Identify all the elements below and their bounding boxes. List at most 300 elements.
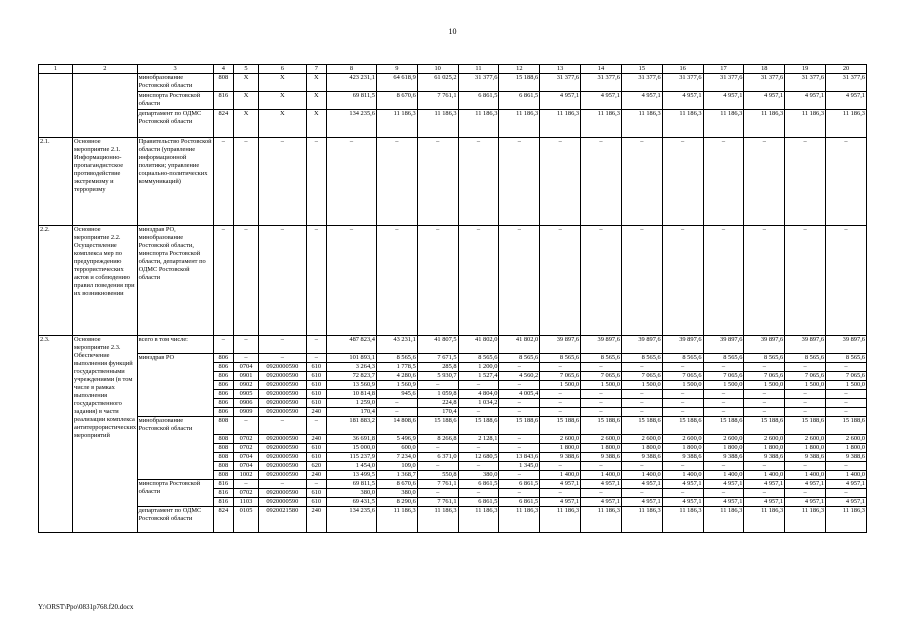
table-row xyxy=(39,74,867,92)
grbs-code: 816 xyxy=(213,489,233,498)
expense-type-code: 610 xyxy=(306,453,326,462)
amount-cell: 8 565,6 xyxy=(785,354,826,363)
table-row xyxy=(39,480,867,489)
target-article-code: – xyxy=(259,480,307,489)
expense-type-code: – xyxy=(306,354,326,363)
amount-cell: – xyxy=(417,226,458,336)
amount-cell: 115 237,9 xyxy=(327,453,377,462)
amount-cell: 11 186,3 xyxy=(785,110,826,138)
target-article-code: 0920000590 xyxy=(259,453,307,462)
amount-cell: 9 388,6 xyxy=(621,453,662,462)
section-code: 0704 xyxy=(234,453,259,462)
target-article-code: 0920021580 xyxy=(259,507,307,533)
amount-cell: 4 957,1 xyxy=(540,498,581,507)
amount-cell: – xyxy=(540,138,581,226)
expense-type-code: 610 xyxy=(306,372,326,381)
amount-cell: – xyxy=(662,138,703,226)
amount-cell: – xyxy=(499,471,540,480)
amount-cell: – xyxy=(376,399,417,408)
amount-cell: 1 259,0 xyxy=(327,399,377,408)
amount-cell: 4 957,1 xyxy=(662,92,703,110)
amount-cell: 4 957,1 xyxy=(540,92,581,110)
amount-cell: – xyxy=(785,489,826,498)
grbs-code: 808 xyxy=(213,74,233,92)
amount-cell: – xyxy=(621,399,662,408)
amount-cell: 1 400,0 xyxy=(662,471,703,480)
amount-cell: 13 560,9 xyxy=(327,381,377,390)
amount-cell: – xyxy=(540,390,581,399)
grbs-code: 806 xyxy=(213,399,233,408)
amount-cell: 6 861,5 xyxy=(458,480,499,489)
amount-cell: 6 371,0 xyxy=(417,453,458,462)
amount-cell: 1 500,0 xyxy=(621,381,662,390)
amount-cell: – xyxy=(621,226,662,336)
amount-cell: 7 761,1 xyxy=(417,480,458,489)
amount-cell: 6 861,5 xyxy=(458,92,499,110)
amount-cell: – xyxy=(703,226,744,336)
amount-cell: 7 671,5 xyxy=(417,354,458,363)
section-code: 0902 xyxy=(234,381,259,390)
amount-cell: – xyxy=(662,390,703,399)
amount-cell: – xyxy=(744,138,785,226)
amount-cell: 1 034,2 xyxy=(458,399,499,408)
amount-cell: 2 600,0 xyxy=(581,435,622,444)
responsible-executor: минспорта Ростовской области xyxy=(137,480,213,507)
amount-cell: 8 565,6 xyxy=(744,354,785,363)
amount-cell: 9 388,6 xyxy=(662,453,703,462)
amount-cell: – xyxy=(540,408,581,417)
amount-cell: 5 496,9 xyxy=(376,435,417,444)
target-article-code: – xyxy=(259,336,307,354)
section-code: – xyxy=(234,354,259,363)
budget-table xyxy=(38,64,867,533)
amount-cell: 15 188,6 xyxy=(499,417,540,435)
activity-name xyxy=(73,74,138,138)
column-number: 4 xyxy=(213,65,233,74)
amount-cell: 10 814,8 xyxy=(327,390,377,399)
amount-cell: 6 861,5 xyxy=(499,498,540,507)
amount-cell: – xyxy=(703,489,744,498)
expense-type-code: – xyxy=(306,226,326,336)
grbs-code: 806 xyxy=(213,408,233,417)
amount-cell: 4 957,1 xyxy=(744,498,785,507)
amount-cell: 13 843,6 xyxy=(499,453,540,462)
amount-cell: 1 500,0 xyxy=(826,381,867,390)
amount-cell: 1 400,0 xyxy=(621,471,662,480)
amount-cell: 4 957,1 xyxy=(744,92,785,110)
amount-cell: – xyxy=(785,363,826,372)
table-row xyxy=(39,417,867,435)
amount-cell: 11 186,3 xyxy=(621,110,662,138)
target-article-code: Х xyxy=(259,110,307,138)
amount-cell: 1 500,0 xyxy=(703,381,744,390)
expense-type-code: – xyxy=(306,336,326,354)
grbs-code: 824 xyxy=(213,110,233,138)
grbs-code: 824 xyxy=(213,507,233,533)
amount-cell: – xyxy=(621,390,662,399)
column-number: 5 xyxy=(234,65,259,74)
target-article-code: 0920000590 xyxy=(259,390,307,399)
amount-cell: 39 897,6 xyxy=(621,336,662,354)
amount-cell: – xyxy=(499,226,540,336)
amount-cell: 224,8 xyxy=(417,399,458,408)
amount-cell: – xyxy=(621,489,662,498)
amount-cell: 31 377,6 xyxy=(785,74,826,92)
amount-cell: 9 388,6 xyxy=(703,453,744,462)
target-article-code: – xyxy=(259,354,307,363)
amount-cell: 69 811,5 xyxy=(327,92,377,110)
amount-cell: – xyxy=(744,399,785,408)
amount-cell: 2 600,0 xyxy=(826,435,867,444)
amount-cell: 2 600,0 xyxy=(662,435,703,444)
item-number: 2.2. xyxy=(39,226,73,336)
amount-cell: 8 565,6 xyxy=(621,354,662,363)
amount-cell: 181 883,2 xyxy=(327,417,377,435)
amount-cell: 7 065,6 xyxy=(703,372,744,381)
amount-cell: 9 388,6 xyxy=(744,453,785,462)
column-number: 1 xyxy=(39,65,73,74)
grbs-code: – xyxy=(213,138,233,226)
amount-cell: – xyxy=(458,444,499,453)
amount-cell: 8 565,6 xyxy=(662,354,703,363)
amount-cell: 8 565,6 xyxy=(581,354,622,363)
amount-cell: 8 266,8 xyxy=(417,435,458,444)
section-code: Х xyxy=(234,110,259,138)
amount-cell: 4 957,1 xyxy=(581,92,622,110)
amount-cell: 1 800,0 xyxy=(785,444,826,453)
amount-cell: 8 565,6 xyxy=(540,354,581,363)
grbs-code: – xyxy=(213,336,233,354)
amount-cell: 4 957,1 xyxy=(662,480,703,489)
target-article-code: 0920000590 xyxy=(259,381,307,390)
amount-cell: – xyxy=(826,399,867,408)
amount-cell: – xyxy=(621,462,662,471)
amount-cell: 423 231,1 xyxy=(327,74,377,92)
amount-cell: 43 231,1 xyxy=(376,336,417,354)
grbs-code: 808 xyxy=(213,471,233,480)
responsible-executor: Правительство Ростовской области (управление информационной политики; управление социально-политических коммуникаций) xyxy=(137,138,213,226)
amount-cell: 11 186,3 xyxy=(376,110,417,138)
amount-cell: 600,0 xyxy=(376,444,417,453)
amount-cell: 39 897,6 xyxy=(703,336,744,354)
amount-cell: 15 000,0 xyxy=(327,444,377,453)
amount-cell: – xyxy=(499,408,540,417)
amount-cell: 11 186,3 xyxy=(581,507,622,533)
amount-cell: – xyxy=(662,462,703,471)
amount-cell: 4 957,1 xyxy=(621,92,662,110)
amount-cell: 7 065,6 xyxy=(621,372,662,381)
target-article-code: 0920000590 xyxy=(259,372,307,381)
expense-type-code: 240 xyxy=(306,435,326,444)
amount-cell: – xyxy=(540,462,581,471)
section-code: 0901 xyxy=(234,372,259,381)
amount-cell: 1 500,0 xyxy=(744,381,785,390)
item-number: 2.1. xyxy=(39,138,73,226)
amount-cell: 5 930,7 xyxy=(417,372,458,381)
amount-cell: – xyxy=(662,399,703,408)
expense-type-code: 610 xyxy=(306,498,326,507)
amount-cell: 1 800,0 xyxy=(662,444,703,453)
amount-cell: – xyxy=(785,408,826,417)
amount-cell: 7 065,6 xyxy=(744,372,785,381)
amount-cell: 36 691,8 xyxy=(327,435,377,444)
amount-cell: – xyxy=(703,138,744,226)
amount-cell: – xyxy=(458,489,499,498)
amount-cell: 11 186,3 xyxy=(499,507,540,533)
target-article-code: 0920000590 xyxy=(259,498,307,507)
amount-cell: – xyxy=(499,435,540,444)
amount-cell: 31 377,6 xyxy=(662,74,703,92)
target-article-code: – xyxy=(259,138,307,226)
expense-type-code: 240 xyxy=(306,471,326,480)
grbs-code: 806 xyxy=(213,390,233,399)
target-article-code: Х xyxy=(259,92,307,110)
amount-cell: – xyxy=(826,489,867,498)
responsible-executor: всего в том числе: xyxy=(137,336,213,354)
amount-cell: 380,0 xyxy=(458,471,499,480)
expense-type-code: Х xyxy=(306,110,326,138)
amount-cell: 11 186,3 xyxy=(826,110,867,138)
responsible-executor: департамент по ОДМС Ростовской области xyxy=(137,507,213,533)
amount-cell: 2 600,0 xyxy=(744,435,785,444)
amount-cell: – xyxy=(376,138,417,226)
grbs-code: 816 xyxy=(213,92,233,110)
amount-cell: – xyxy=(703,390,744,399)
amount-cell: – xyxy=(826,408,867,417)
amount-cell: – xyxy=(540,489,581,498)
section-code: 1002 xyxy=(234,471,259,480)
amount-cell: 15 188,6 xyxy=(540,417,581,435)
amount-cell: 1 368,7 xyxy=(376,471,417,480)
amount-cell: 4 957,1 xyxy=(662,498,703,507)
amount-cell: – xyxy=(744,363,785,372)
amount-cell: – xyxy=(826,226,867,336)
amount-cell: 11 186,3 xyxy=(458,110,499,138)
amount-cell: – xyxy=(458,226,499,336)
amount-cell: – xyxy=(826,363,867,372)
column-number: 14 xyxy=(581,65,622,74)
amount-cell: – xyxy=(458,138,499,226)
amount-cell: 8 565,6 xyxy=(499,354,540,363)
amount-cell: 1 527,4 xyxy=(458,372,499,381)
expense-type-code: 610 xyxy=(306,489,326,498)
amount-cell: 4 957,1 xyxy=(826,92,867,110)
amount-cell: 11 186,3 xyxy=(744,110,785,138)
column-number: 8 xyxy=(327,65,377,74)
amount-cell: 64 618,9 xyxy=(376,74,417,92)
amount-cell: 1 059,8 xyxy=(417,390,458,399)
amount-cell: 61 025,2 xyxy=(417,74,458,92)
amount-cell: – xyxy=(499,381,540,390)
amount-cell: 1 400,0 xyxy=(540,471,581,480)
expense-type-code: 610 xyxy=(306,399,326,408)
amount-cell: 72 823,7 xyxy=(327,372,377,381)
column-number: 9 xyxy=(376,65,417,74)
amount-cell: 11 186,3 xyxy=(417,110,458,138)
column-number: 6 xyxy=(259,65,307,74)
expense-type-code: 240 xyxy=(306,507,326,533)
amount-cell: – xyxy=(540,399,581,408)
amount-cell: 9 388,6 xyxy=(540,453,581,462)
section-code: 0704 xyxy=(234,462,259,471)
amount-cell: 6 861,5 xyxy=(458,498,499,507)
target-article-code: 0920000590 xyxy=(259,462,307,471)
target-article-code: 0920000590 xyxy=(259,444,307,453)
amount-cell: 1 200,0 xyxy=(458,363,499,372)
amount-cell: 1 454,0 xyxy=(327,462,377,471)
amount-cell: 7 065,6 xyxy=(785,372,826,381)
amount-cell: 4 957,1 xyxy=(621,480,662,489)
item-number: 2.3. xyxy=(39,336,73,533)
grbs-code: 816 xyxy=(213,498,233,507)
amount-cell: – xyxy=(703,363,744,372)
amount-cell: – xyxy=(785,390,826,399)
amount-cell: 39 897,6 xyxy=(826,336,867,354)
amount-cell: – xyxy=(581,226,622,336)
target-article-code: – xyxy=(259,417,307,435)
amount-cell: – xyxy=(458,462,499,471)
amount-cell: 11 186,3 xyxy=(417,507,458,533)
amount-cell: 11 186,3 xyxy=(458,507,499,533)
expense-type-code: 610 xyxy=(306,381,326,390)
amount-cell: 1 800,0 xyxy=(621,444,662,453)
amount-cell: 11 186,3 xyxy=(703,507,744,533)
amount-cell: – xyxy=(581,489,622,498)
responsible-executor: минобразование Ростовской области xyxy=(137,417,213,480)
section-code: 0702 xyxy=(234,489,259,498)
amount-cell: 1 800,0 xyxy=(581,444,622,453)
amount-cell: – xyxy=(376,408,417,417)
column-number: 19 xyxy=(785,65,826,74)
amount-cell: 6 861,5 xyxy=(499,480,540,489)
amount-cell: 8 670,6 xyxy=(376,480,417,489)
amount-cell: 2 600,0 xyxy=(540,435,581,444)
page-number: 10 xyxy=(448,27,457,36)
amount-cell: – xyxy=(826,462,867,471)
amount-cell: 4 280,6 xyxy=(376,372,417,381)
column-number: 16 xyxy=(662,65,703,74)
amount-cell: 4 957,1 xyxy=(785,92,826,110)
target-article-code: 0920000590 xyxy=(259,435,307,444)
section-code: – xyxy=(234,480,259,489)
amount-cell: 1 345,0 xyxy=(499,462,540,471)
amount-cell: – xyxy=(581,399,622,408)
amount-cell: 4 957,1 xyxy=(540,480,581,489)
grbs-code: 816 xyxy=(213,480,233,489)
amount-cell: 4 957,1 xyxy=(785,498,826,507)
amount-cell: 134 235,6 xyxy=(327,110,377,138)
amount-cell: 11 186,3 xyxy=(581,110,622,138)
amount-cell: 31 377,6 xyxy=(621,74,662,92)
amount-cell: 4 957,1 xyxy=(785,480,826,489)
amount-cell: 11 186,3 xyxy=(499,110,540,138)
target-article-code: 0920000590 xyxy=(259,489,307,498)
amount-cell: 1 800,0 xyxy=(703,444,744,453)
expense-type-code: 610 xyxy=(306,363,326,372)
amount-cell: 4 957,1 xyxy=(826,498,867,507)
amount-cell: 11 186,3 xyxy=(744,507,785,533)
amount-cell: – xyxy=(662,408,703,417)
amount-cell: 31 377,6 xyxy=(826,74,867,92)
amount-cell: – xyxy=(744,489,785,498)
target-article-code: 0920000590 xyxy=(259,363,307,372)
amount-cell: – xyxy=(785,226,826,336)
column-number: 3 xyxy=(137,65,213,74)
amount-cell: – xyxy=(826,138,867,226)
amount-cell: 4 560,2 xyxy=(499,372,540,381)
amount-cell: – xyxy=(581,390,622,399)
amount-cell: 15 188,6 xyxy=(581,417,622,435)
amount-cell: – xyxy=(662,363,703,372)
amount-cell: 4 957,1 xyxy=(621,498,662,507)
amount-cell: 15 188,6 xyxy=(662,417,703,435)
responsible-executor: департамент по ОДМС Ростовской области xyxy=(137,110,213,138)
table-row xyxy=(39,138,867,226)
amount-cell: 39 897,6 xyxy=(581,336,622,354)
table-row xyxy=(39,110,867,138)
grbs-code: 808 xyxy=(213,417,233,435)
column-number: 10 xyxy=(417,65,458,74)
amount-cell: 7 065,6 xyxy=(662,372,703,381)
amount-cell: 8 565,6 xyxy=(703,354,744,363)
amount-cell: 13 499,5 xyxy=(327,471,377,480)
amount-cell: 3 264,3 xyxy=(327,363,377,372)
grbs-code: 808 xyxy=(213,453,233,462)
amount-cell: 6 861,5 xyxy=(499,92,540,110)
amount-cell: 11 186,3 xyxy=(785,507,826,533)
amount-cell: 8 565,6 xyxy=(458,354,499,363)
column-number-row xyxy=(39,65,867,74)
target-article-code: – xyxy=(259,226,307,336)
section-code: 1103 xyxy=(234,498,259,507)
amount-cell: 4 957,1 xyxy=(703,498,744,507)
section-code: 0702 xyxy=(234,444,259,453)
amount-cell: – xyxy=(662,226,703,336)
expense-type-code: Х xyxy=(306,92,326,110)
amount-cell: 8 670,6 xyxy=(376,92,417,110)
amount-cell: 2 128,1 xyxy=(458,435,499,444)
expense-type-code: Х xyxy=(306,74,326,92)
amount-cell: 7 065,6 xyxy=(581,372,622,381)
amount-cell: 2 600,0 xyxy=(785,435,826,444)
amount-cell: 9 388,6 xyxy=(826,453,867,462)
amount-cell: – xyxy=(499,399,540,408)
amount-cell: – xyxy=(785,138,826,226)
amount-cell: – xyxy=(703,408,744,417)
amount-cell: 8 290,6 xyxy=(376,498,417,507)
amount-cell: – xyxy=(744,462,785,471)
column-number: 2 xyxy=(73,65,138,74)
amount-cell: 4 804,0 xyxy=(458,390,499,399)
grbs-code: 806 xyxy=(213,381,233,390)
amount-cell: – xyxy=(621,408,662,417)
amount-cell: 7 761,1 xyxy=(417,498,458,507)
amount-cell: – xyxy=(826,390,867,399)
amount-cell: 1 400,0 xyxy=(785,471,826,480)
column-number: 17 xyxy=(703,65,744,74)
grbs-code: 808 xyxy=(213,435,233,444)
amount-cell: 2 600,0 xyxy=(703,435,744,444)
expense-type-code: 610 xyxy=(306,390,326,399)
amount-cell: 11 186,3 xyxy=(540,110,581,138)
table-row xyxy=(39,336,867,354)
amount-cell: 1 500,0 xyxy=(785,381,826,390)
table-row xyxy=(39,507,867,533)
item-number xyxy=(39,74,73,138)
amount-cell: 4 957,1 xyxy=(703,480,744,489)
grbs-code: 808 xyxy=(213,444,233,453)
amount-cell: – xyxy=(581,138,622,226)
